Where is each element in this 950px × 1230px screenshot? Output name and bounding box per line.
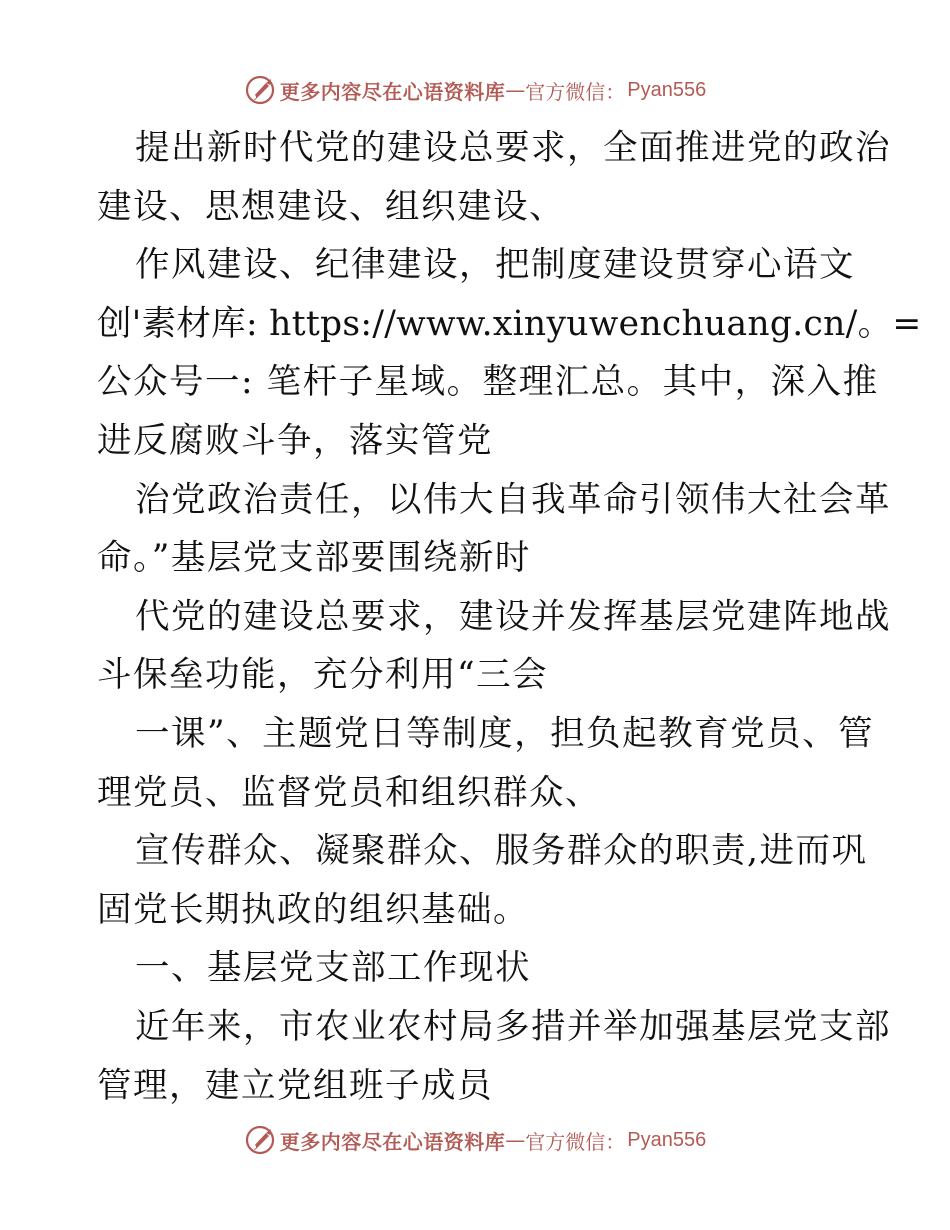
watermark-text: 更多内容尽在心语资料库	[279, 79, 506, 104]
paragraph-line: 提出新时代党的建设总要求，全面推进党的政治	[135, 128, 891, 168]
paragraph-line: 斗保垒功能，充分利用“三会	[97, 655, 549, 696]
paragraph-line: 作风建设、纪律建设，把制度建设贯穿心语文	[135, 245, 855, 286]
paragraph-line: 创'素材库: https://www.xinyuwenchuang.cn/。=	[97, 303, 922, 344]
paragraph-line: 命。”基层党支部要围绕新时	[97, 538, 531, 579]
quill-pen-logo-icon	[244, 1124, 276, 1156]
footer-watermark-banner	[0, 1122, 950, 1158]
paragraph-line: 公众号一: 笔杆子星域。整理汇总。其中，深入推	[97, 362, 879, 403]
paragraph-line: 管理，建立党组班子成员	[97, 1065, 493, 1106]
paragraph-line: 治党政治责任，以伟大自我革命引领伟大社会革	[135, 479, 891, 520]
paragraph-line: 进反腐败斗争，落实管党	[97, 420, 493, 461]
paragraph-line: 宣传群众、凝聚群众、服务群众的职责,进而巩	[135, 831, 868, 872]
watermark-wechat-id: Pyan556	[627, 78, 707, 101]
document-body	[97, 119, 922, 1115]
paragraph-line: 理党员、监督党员和组织群众、	[97, 772, 601, 813]
watermark-separator: —	[505, 1128, 526, 1152]
paragraph-line: 固党长期执政的组织基础。	[97, 889, 529, 930]
paragraph-line: 代党的建设总要求，建设并发挥基层党建阵地战	[135, 596, 891, 637]
watermark-text: 更多内容尽在心语资料库	[279, 1129, 506, 1154]
watermark-wechat-label: 官方微信：	[525, 79, 626, 104]
section-heading: 一、基层党支部工作现状	[135, 948, 531, 989]
paragraph-line: 一课”、主题党日等制度，担负起教育党员、管	[135, 713, 875, 754]
paragraph-line: 建设、思想建设、组织建设、	[97, 186, 565, 227]
quill-pen-logo-icon	[244, 74, 276, 106]
watermark-wechat-id: Pyan556	[627, 1128, 707, 1151]
paragraph-line: 近年来，市农业农村局多措并举加强基层党支部	[135, 1006, 891, 1047]
watermark-separator: —	[505, 78, 526, 102]
watermark-wechat-label: 官方微信：	[525, 1129, 626, 1154]
header-watermark-banner	[0, 72, 950, 108]
